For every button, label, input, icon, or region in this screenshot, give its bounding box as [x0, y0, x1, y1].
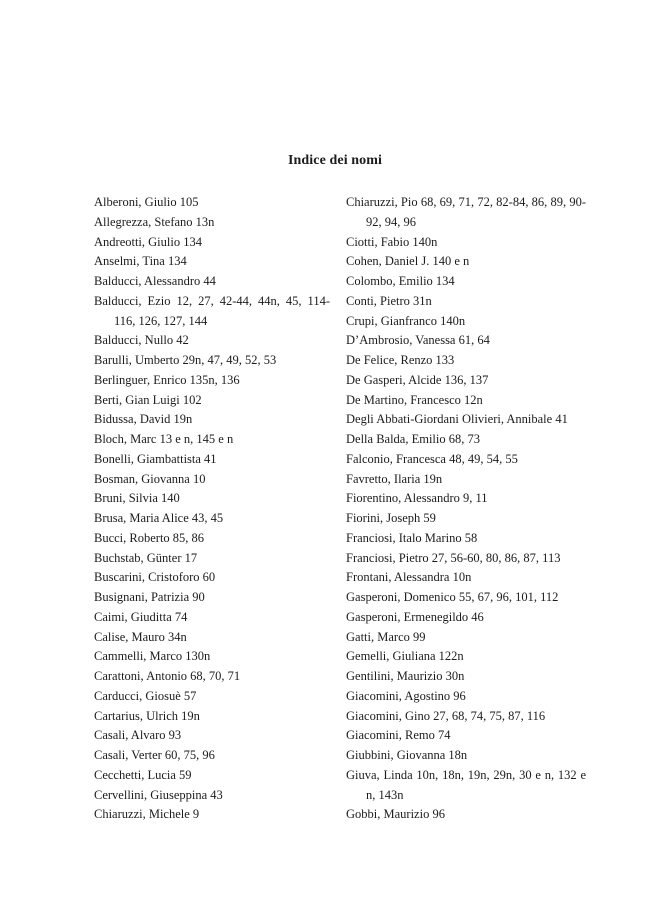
index-entry: Giubbini, Giovanna 18n: [346, 748, 468, 762]
index-entry: Franciosi, Italo Marino 58: [346, 530, 478, 545]
index-entry: Carducci, Giosuè 57: [94, 688, 197, 703]
index-entry: Caimi, Giuditta 74: [94, 609, 188, 624]
index-entry: Gasperoni, Domenico 55, 67, 96, 101, 112: [346, 590, 559, 604]
index-entry: Balducci, Alessandro 44: [94, 274, 216, 288]
index-entry: Gatti, Marco 99: [346, 629, 426, 644]
index-entry: Conti, Pietro 31n: [346, 293, 432, 308]
index-entry: De Gasperi, Alcide 136, 137: [346, 372, 489, 387]
index-entry: Favretto, Ilaria 19n: [346, 471, 443, 486]
index-entry: Bucci, Roberto 85, 86: [94, 530, 205, 545]
index-entry: Degli Abbati-Giordani Olivieri, Annibale 41: [346, 412, 568, 427]
index-entry: Fiorini, Joseph 59: [346, 511, 436, 525]
index-entry: Bloch, Marc 13 e n, 145 e n: [94, 432, 234, 446]
index-entry: Della Balda, Emilio 68, 73: [346, 432, 481, 446]
index-entry: De Martino, Francesco 12n: [346, 392, 483, 407]
index-entry: Falconio, Francesca 48, 49, 54, 55: [346, 451, 518, 466]
index-entry: Busignani, Patrizia 90: [94, 590, 205, 604]
index-entry: De Felice, Renzo 133: [346, 353, 455, 367]
index-entry: Anselmi, Tina 134: [94, 254, 187, 269]
index-entry: Alberoni, Giulio 105: [94, 195, 199, 209]
index-entry: Fiorentino, Alessandro 9, 11: [346, 491, 488, 506]
index-entry: Brusa, Maria Alice 43, 45: [94, 511, 224, 525]
index-column-right: [346, 193, 586, 825]
index-entry: Bruni, Silvia 140: [94, 491, 180, 506]
index-entry: Franciosi, Pietro 27, 56-60, 80, 86, 87, 113: [346, 550, 561, 565]
index-entry: Balducci, Ezio 12, 27, 42-44, 44n, 45, 114-116, 126, 127, 144: [94, 293, 330, 328]
index-entry: Gemelli, Giuliana 122n: [346, 649, 464, 664]
index-entry: Calise, Mauro 34n: [94, 629, 187, 644]
index-entry: Cammelli, Marco 130n: [94, 649, 211, 664]
index-entry: Andreotti, Giulio 134: [94, 234, 202, 249]
index-entry: Casali, Verter 60, 75, 96: [94, 748, 215, 762]
index-entry: Chiaruzzi, Michele 9: [94, 807, 200, 822]
index-entry: Frontani, Alessandra 10n: [346, 570, 472, 585]
index-entry: Cartarius, Ulrich 19n: [94, 708, 200, 723]
index-entry: Bidussa, David 19n: [94, 412, 193, 427]
index-entry: Giuva, Linda 10n, 18n, 19n, 29n, 30 e n, 132 e n, 143n: [346, 767, 586, 802]
index-entry: Gasperoni, Ermenegildo 46: [346, 609, 484, 624]
index-entry: Berlinguer, Enrico 135n, 136: [94, 372, 240, 387]
index-entry: Cervellini, Giuseppina 43: [94, 787, 223, 802]
index-entry: Giacomini, Agostino 96: [346, 688, 466, 703]
index-entry: Allegrezza, Stefano 13n: [94, 214, 215, 229]
index-entry: Bosman, Giovanna 10: [94, 471, 206, 486]
index-entry: Chiaruzzi, Pio 68, 69, 71, 72, 82-84, 86, 89, 90-92, 94, 96: [346, 195, 586, 229]
index-column-left: [94, 193, 330, 825]
index-entry: Giacomini, Gino 27, 68, 74, 75, 87, 116: [346, 708, 546, 723]
index-entry: Buchstab, Günter 17: [94, 550, 198, 565]
index-entry: Cohen, Daniel J. 140 e n: [346, 254, 470, 269]
index-entry: Cecchetti, Lucia 59: [94, 767, 192, 782]
index-entry: Crupi, Gianfranco 140n: [346, 313, 466, 328]
index-entry: Barulli, Umberto 29n, 47, 49, 52, 53: [94, 353, 277, 367]
index-entry: Giacomini, Remo 74: [346, 728, 451, 743]
index-entry: Carattoni, Antonio 68, 70, 71: [94, 669, 241, 683]
index-entry: Bonelli, Giambattista 41: [94, 451, 217, 466]
index-entry: Gentilini, Maurizio 30n: [346, 669, 465, 683]
index-entry: Casali, Alvaro 93: [94, 728, 182, 743]
index-entry: Balducci, Nullo 42: [94, 333, 189, 348]
index-entry: Berti, Gian Luigi 102: [94, 392, 202, 407]
index-entry: D’Ambrosio, Vanessa 61, 64: [346, 333, 490, 348]
index-entry: Buscarini, Cristoforo 60: [94, 570, 216, 585]
index-entry: Ciotti, Fabio 140n: [346, 234, 438, 249]
page-title: Indice dei nomi: [287, 153, 383, 168]
index-entry: Gobbi, Maurizio 96: [346, 807, 445, 822]
index-entry: Colombo, Emilio 134: [346, 274, 455, 288]
